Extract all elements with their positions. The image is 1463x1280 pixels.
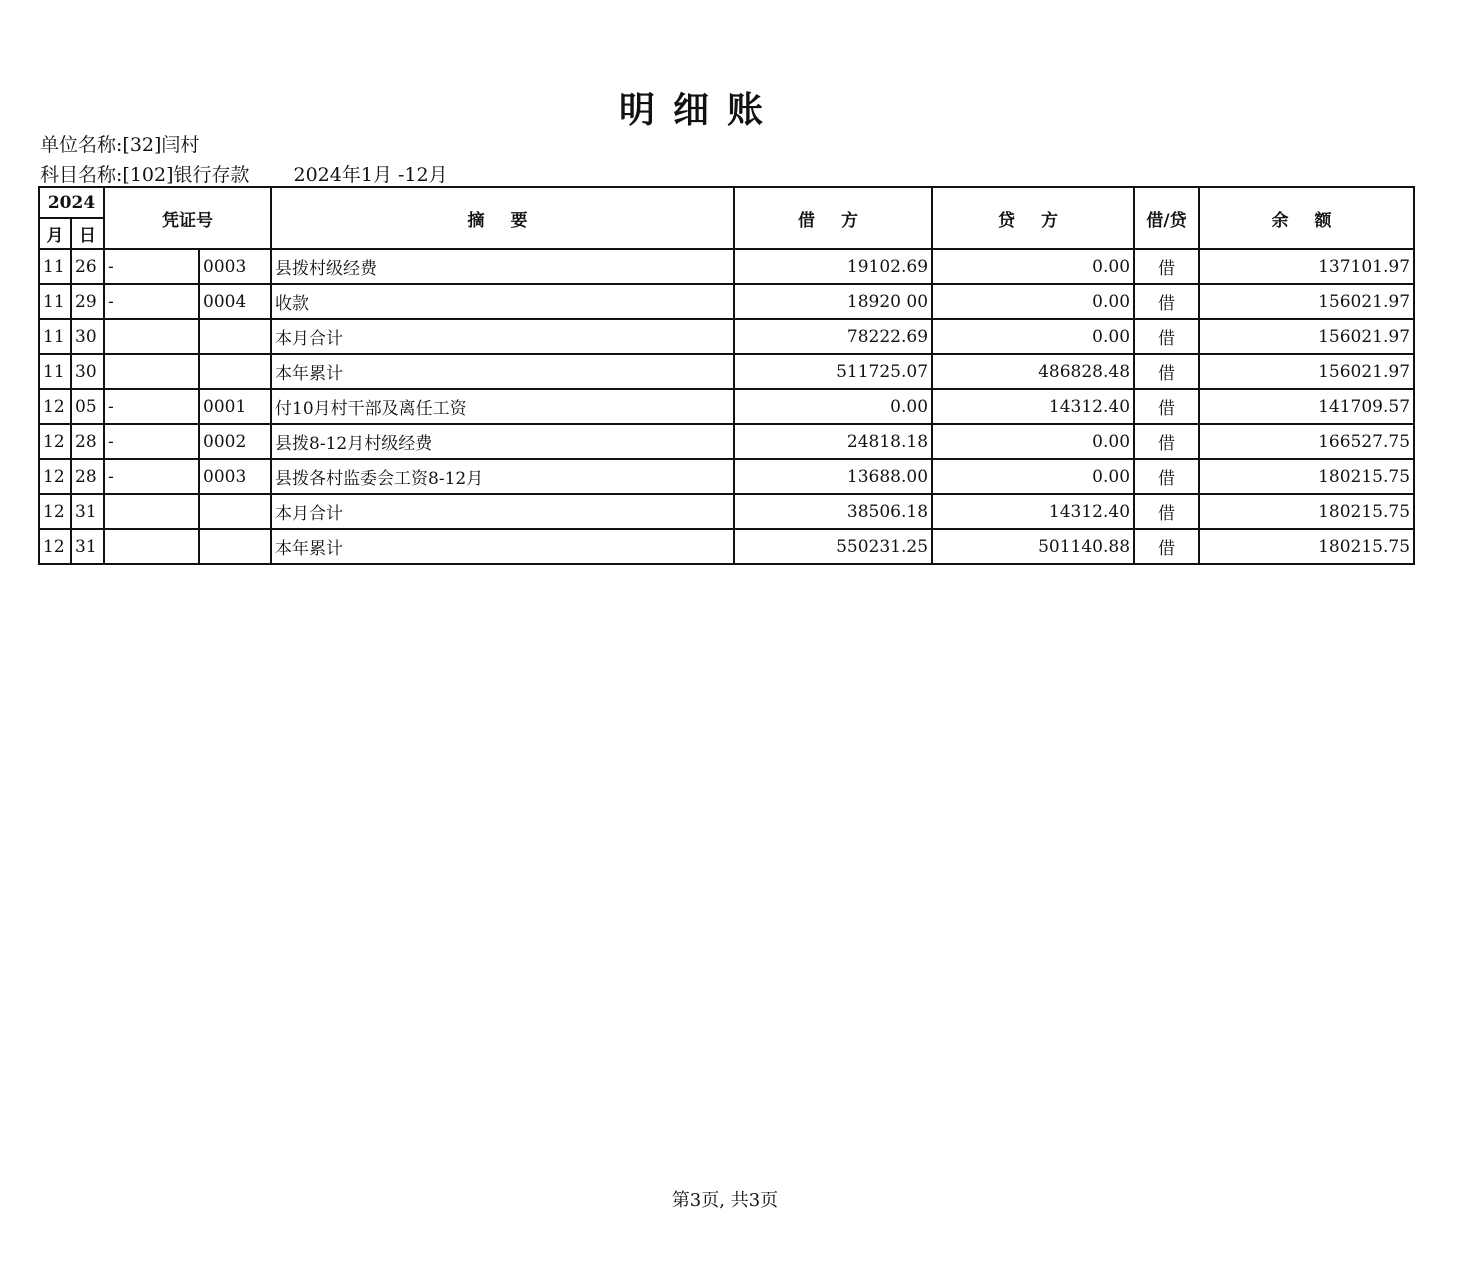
cell-voucher-no [199,354,271,389]
ledger-table [38,186,1415,565]
header-debit: 借 方 [734,187,932,249]
cell-day: 30 [71,354,104,389]
cell-summary: 县拨村级经费 [271,249,734,284]
cell-debit: 13688.00 [734,459,932,494]
cell-summary: 本年累计 [271,354,734,389]
table-row [39,354,1414,389]
cell-summary: 本月合计 [271,494,734,529]
cell-summary: 收款 [271,284,734,319]
header-balance: 余 额 [1199,187,1414,249]
cell-month: 12 [39,389,71,424]
cell-credit: 14312.40 [932,389,1134,424]
cell-direction: 借 [1134,319,1199,354]
table-row [39,424,1414,459]
cell-direction: 借 [1134,249,1199,284]
cell-day: 28 [71,459,104,494]
cell-summary: 县拨各村监委会工资8-12月 [271,459,734,494]
cell-month: 11 [39,319,71,354]
cell-debit: 550231.25 [734,529,932,564]
cell-direction: 借 [1134,424,1199,459]
cell-voucher-no [199,529,271,564]
cell-credit: 0.00 [932,319,1134,354]
cell-credit: 14312.40 [932,494,1134,529]
cell-debit: 38506.18 [734,494,932,529]
cell-summary: 本月合计 [271,319,734,354]
cell-credit: 0.00 [932,249,1134,284]
cell-balance: 166527.75 [1199,424,1414,459]
header-month: 月 [39,218,71,249]
cell-debit: 0.00 [734,389,932,424]
cell-debit: 19102.69 [734,249,932,284]
cell-balance: 156021.97 [1199,284,1414,319]
cell-day: 30 [71,319,104,354]
unit-name-label: 单位名称: [40,134,123,156]
cell-debit: 78222.69 [734,319,932,354]
cell-voucher-no: 0001 [199,389,271,424]
subject-name-label: 科目名称: [40,164,123,186]
cell-debit: 24818.18 [734,424,932,459]
ledger-header [39,187,1414,249]
header-direction: 借/贷 [1134,187,1199,249]
unit-name-value: [32]闫村 [122,134,200,156]
header-day: 日 [71,218,104,249]
table-row [39,389,1414,424]
cell-voucher-no: 0003 [199,249,271,284]
cell-balance: 156021.97 [1199,354,1414,389]
table-row [39,319,1414,354]
cell-voucher-type [104,354,199,389]
cell-voucher-no: 0002 [199,424,271,459]
subject-name-value: [102]银行存款 [122,164,250,186]
table-row [39,494,1414,529]
cell-month: 12 [39,459,71,494]
table-row [39,249,1414,284]
cell-summary: 县拨8-12月村级经费 [271,424,734,459]
cell-balance: 156021.97 [1199,319,1414,354]
cell-voucher-type [104,319,199,354]
cell-month: 11 [39,284,71,319]
cell-voucher-type [104,494,199,529]
cell-credit: 486828.48 [932,354,1134,389]
cell-credit: 501140.88 [932,529,1134,564]
cell-day: 28 [71,424,104,459]
header-voucher: 凭证号 [104,187,271,249]
header-year: 2024 [39,187,104,218]
table-row [39,284,1414,319]
cell-month: 11 [39,249,71,284]
cell-debit: 18920 00 [734,284,932,319]
cell-voucher-no: 0004 [199,284,271,319]
page-number: 第3页, 共3页 [671,1190,779,1211]
cell-month: 12 [39,424,71,459]
subject-name-line [40,160,448,187]
table-row [39,459,1414,494]
cell-direction: 借 [1134,284,1199,319]
cell-direction: 借 [1134,494,1199,529]
cell-direction: 借 [1134,354,1199,389]
cell-credit: 0.00 [932,284,1134,319]
cell-voucher-type: - [104,389,199,424]
cell-day: 26 [71,249,104,284]
cell-voucher-type [104,529,199,564]
cell-day: 05 [71,389,104,424]
cell-balance: 180215.75 [1199,494,1414,529]
cell-direction: 借 [1134,529,1199,564]
cell-voucher-type: - [104,249,199,284]
cell-voucher-type: - [104,424,199,459]
cell-credit: 0.00 [932,424,1134,459]
cell-balance: 141709.57 [1199,389,1414,424]
header-summary: 摘 要 [271,187,734,249]
cell-balance: 180215.75 [1199,459,1414,494]
cell-month: 12 [39,529,71,564]
header-credit: 贷 方 [932,187,1134,249]
period-range: 2024年1月 -12月 [293,164,448,186]
cell-voucher-no [199,494,271,529]
unit-name-line [40,130,199,157]
cell-voucher-no [199,319,271,354]
cell-debit: 511725.07 [734,354,932,389]
cell-summary: 付10月村干部及离任工资 [271,389,734,424]
table-row [39,529,1414,564]
cell-direction: 借 [1134,389,1199,424]
ledger-body [39,249,1414,564]
cell-balance: 137101.97 [1199,249,1414,284]
cell-balance: 180215.75 [1199,529,1414,564]
page-title: 明细账 [618,89,781,131]
cell-voucher-type: - [104,284,199,319]
cell-month: 11 [39,354,71,389]
cell-voucher-type: - [104,459,199,494]
cell-voucher-no: 0003 [199,459,271,494]
cell-direction: 借 [1134,459,1199,494]
cell-day: 31 [71,494,104,529]
cell-day: 31 [71,529,104,564]
cell-credit: 0.00 [932,459,1134,494]
cell-month: 12 [39,494,71,529]
cell-day: 29 [71,284,104,319]
cell-summary: 本年累计 [271,529,734,564]
